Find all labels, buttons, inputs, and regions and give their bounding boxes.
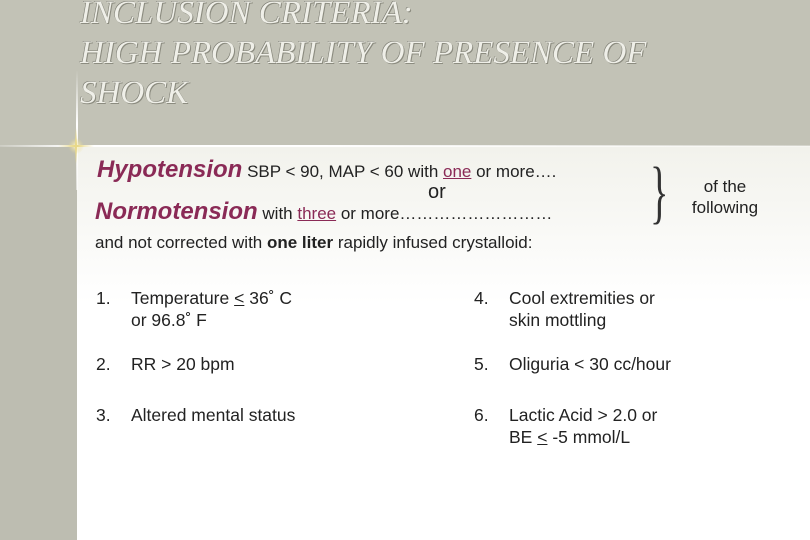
not-corrected-prefix: and not corrected with [95,233,267,252]
hypotension-line [97,156,556,184]
item-number: 5. [474,354,489,374]
item-text-part: BE [509,427,538,447]
not-corrected-line [95,233,532,253]
brace-symbol: } [650,154,669,231]
normotension-suffix: or more……………………… [336,204,553,223]
item-text [509,287,655,331]
item-number: 3. [96,405,111,425]
title-line-1: INCLUSION CRITERIA: [80,0,413,31]
of-the-following [680,176,770,218]
item-text-line2: skin mottling [509,310,607,330]
left-band [0,146,77,540]
item-text-part: Temperature [131,288,235,308]
item-text-line1: Cool extremities or [509,288,655,308]
item-text: Oliguria < 30 cc/hour [509,354,671,374]
normotension-underlined: three [297,204,337,223]
item-text-line2: or 96.8˚ F [131,310,207,330]
or-text: or [428,181,446,203]
normotension-prefix: with [257,204,298,223]
item-number: 2. [96,354,111,374]
item-number: 1. [96,288,111,308]
hypotension-underlined: one [443,162,472,181]
item-text: RR > 20 bpm [131,354,235,374]
item-text: Altered mental status [131,405,296,425]
item-text-part: -5 mmol/L [547,427,631,447]
item-text-underlined: < [234,288,245,308]
item-text [509,404,657,448]
following-text: following [691,198,759,217]
title-line-3: SHOCK [80,75,189,111]
item-text-line1: Lactic Acid > 2.0 or [509,405,658,425]
normotension-label: Normotension [95,198,258,225]
title-line-2: HIGH PROBABILITY OF PRESENCE OF [80,35,647,71]
hypotension-prefix: SBP < 90, MAP < 60 with [242,162,443,181]
normotension-line [95,198,552,226]
item-number: 6. [474,405,489,425]
slide-title [80,0,780,113]
hypotension-label: Hypotension [97,156,243,183]
item-text [131,287,292,331]
of-the-text: of the [703,177,747,196]
not-corrected-suffix: rapidly infused crystalloid: [333,233,533,252]
not-corrected-bold: one liter [266,233,334,252]
sparkle-icon [58,128,94,164]
divider-line [0,145,810,147]
hypotension-suffix: or more…. [471,162,557,181]
item-text-part: 36˚ C [244,288,292,308]
item-number: 4. [474,288,489,308]
item-text-underlined: < [537,427,548,447]
